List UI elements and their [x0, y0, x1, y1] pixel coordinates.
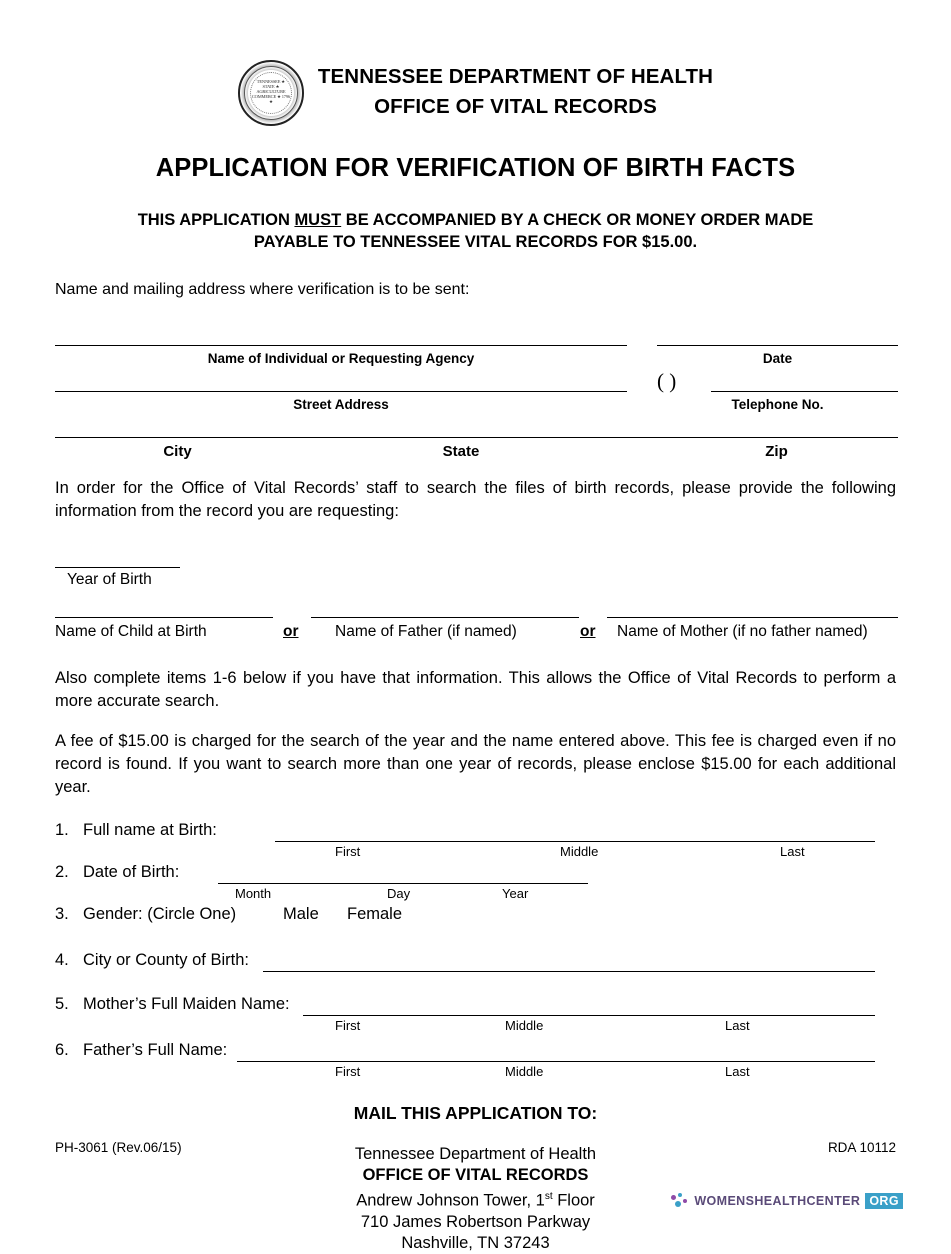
mail-to-line-1: Tennessee Department of Health: [354, 1145, 597, 1163]
item-5-number: 5.: [55, 995, 69, 1013]
address-block: [55, 321, 896, 460]
page-title: APPLICATION FOR VERIFICATION OF BIRTH FACTS: [155, 154, 796, 182]
phone-area-code-paren: ( ): [657, 369, 677, 393]
mother-name-input-line[interactable]: [607, 617, 898, 618]
mail-to-block: [55, 1103, 896, 1254]
gender-option-female[interactable]: Female: [347, 905, 403, 923]
item-gender: [55, 905, 896, 951]
year-of-birth-label: Year of Birth: [67, 571, 152, 588]
department-line-2: OFFICE OF VITAL RECORDS: [374, 95, 657, 118]
department-title-block: [318, 60, 713, 120]
year-of-birth-input-line[interactable]: [55, 567, 180, 568]
father-name-input-line[interactable]: [311, 617, 579, 618]
item-6-label: Father’s Full Name:: [83, 1041, 228, 1059]
mail-to-line-3-post: Floor: [552, 1191, 595, 1210]
state-seal-icon: [238, 60, 304, 126]
item-6-sub-middle: Middle: [505, 1064, 544, 1079]
item-1-sub-last: Last: [780, 844, 805, 859]
watermark-name: WOMENSHEALTHCENTER: [694, 1194, 861, 1208]
site-watermark: [671, 1193, 903, 1209]
date-caption: Date: [762, 351, 793, 366]
item-3-label: Gender: (Circle One): [83, 905, 237, 923]
item-4-number: 4.: [55, 951, 69, 969]
name-search-fields: [55, 601, 896, 653]
payment-notice-post: BE ACCOMPANIED BY A CHECK OR MONEY ORDER MADE: [341, 211, 814, 229]
street-input-line[interactable]: [55, 391, 627, 392]
rda-number: RDA 10112: [827, 1140, 896, 1155]
mailing-instruction: Name and mailing address where verification is to be sent:: [55, 281, 470, 298]
mail-to-line-3-sup: st: [544, 1191, 553, 1202]
item-3-number: 3.: [55, 905, 69, 923]
item-5-sub-middle: Middle: [505, 1018, 544, 1033]
item-6-number: 6.: [55, 1041, 69, 1059]
form-number: PH-3061 (Rev.06/15): [55, 1140, 182, 1155]
item-6-sub-last: Last: [725, 1064, 750, 1079]
item-1-sub-first: First: [335, 844, 361, 859]
item-4-label: City or County of Birth:: [83, 951, 249, 969]
document-header: [55, 60, 896, 126]
document-content: [55, 60, 896, 1254]
zip-caption: Zip: [765, 443, 788, 460]
item-6-sub-first: First: [335, 1064, 361, 1079]
item-5-label: Mother’s Full Maiden Name:: [83, 995, 290, 1013]
telephone-input-line[interactable]: [711, 391, 898, 392]
item-5-sub-last: Last: [725, 1018, 750, 1033]
search-instruction-paragraph: In order for the Office of Vital Records’ staff to search the files of birth records, please provide the following information from the record you are requesting:: [55, 479, 896, 520]
item-date-of-birth: [55, 863, 896, 905]
mail-to-line-3-pre: Andrew Johnson Tower, 1: [356, 1191, 545, 1210]
father-name-label: Name of Father (if named): [335, 623, 517, 640]
payment-notice-line2: PAYABLE TO TENNESSEE VITAL RECORDS FOR $15.00.: [253, 233, 698, 251]
item-1-number: 1.: [55, 821, 69, 839]
item-5-input-line[interactable]: [303, 1015, 875, 1016]
mail-to-line-4: 710 James Robertson Parkway: [360, 1212, 591, 1231]
street-caption: Street Address: [293, 397, 389, 412]
mail-to-line-5: Nashville, TN 37243: [401, 1233, 550, 1252]
name-caption: Name of Individual or Requesting Agency: [207, 351, 475, 366]
item-city-county-of-birth: [55, 951, 896, 995]
item-5-sub-first: First: [335, 1018, 361, 1033]
or-label-2: or: [580, 623, 596, 640]
fee-paragraph: A fee of $15.00 is charged for the search of the year and the name entered above. This fee is charged even if no record is found. If you want to search more than one year of records, please enclose $15.00 for each additional year.: [55, 732, 896, 796]
name-input-line[interactable]: [55, 345, 627, 346]
mail-to-heading: MAIL THIS APPLICATION TO:: [353, 1103, 598, 1123]
item-2-label: Date of Birth:: [83, 863, 180, 881]
item-1-input-line[interactable]: [275, 841, 875, 842]
department-line-1: TENNESSEE DEPARTMENT OF HEALTH: [317, 65, 714, 88]
item-2-sub-year: Year: [502, 886, 529, 901]
telephone-caption: Telephone No.: [731, 397, 824, 412]
item-mother-maiden-name: [55, 995, 896, 1041]
child-name-label: Name of Child at Birth: [55, 623, 207, 640]
also-complete-paragraph: Also complete items 1-6 below if you have that information. This allows the Office of Vital Records to perform a more accurate search.: [55, 669, 896, 710]
payment-notice-pre: THIS APPLICATION: [137, 211, 295, 229]
item-4-input-line[interactable]: [263, 971, 875, 972]
watermark-dots-icon: [671, 1193, 689, 1209]
item-2-input-line[interactable]: [218, 883, 588, 884]
mail-to-line-2: OFFICE OF VITAL RECORDS: [362, 1166, 589, 1184]
item-6-input-line[interactable]: [237, 1061, 875, 1062]
date-input-line[interactable]: [657, 345, 898, 346]
item-2-sub-month: Month: [235, 886, 272, 901]
item-1-label: Full name at Birth:: [83, 821, 217, 839]
watermark-org: ORG: [865, 1193, 903, 1209]
child-name-input-line[interactable]: [55, 617, 273, 618]
item-1-sub-middle: Middle: [560, 844, 599, 859]
gender-option-male[interactable]: Male: [283, 905, 319, 923]
item-full-name-at-birth: [55, 821, 896, 863]
city-state-zip-input-line[interactable]: [55, 437, 898, 438]
year-of-birth-field: [55, 549, 896, 597]
payment-notice: [55, 209, 896, 231]
city-caption: City: [163, 443, 192, 460]
form-items: [55, 821, 896, 1085]
item-2-sub-day: Day: [387, 886, 411, 901]
item-2-number: 2.: [55, 863, 69, 881]
state-seal-text: TENNESSEE ★ STATE ★ AGRICULTURE COMMERCE ★ 1796 ★: [250, 72, 292, 114]
or-label-1: or: [283, 623, 299, 640]
item-father-full-name: [55, 1041, 896, 1085]
document-footer: [55, 1140, 896, 1155]
state-caption: State: [442, 443, 480, 460]
payment-notice-must: MUST: [294, 211, 342, 229]
mother-name-label: Name of Mother (if no father named): [617, 623, 868, 640]
